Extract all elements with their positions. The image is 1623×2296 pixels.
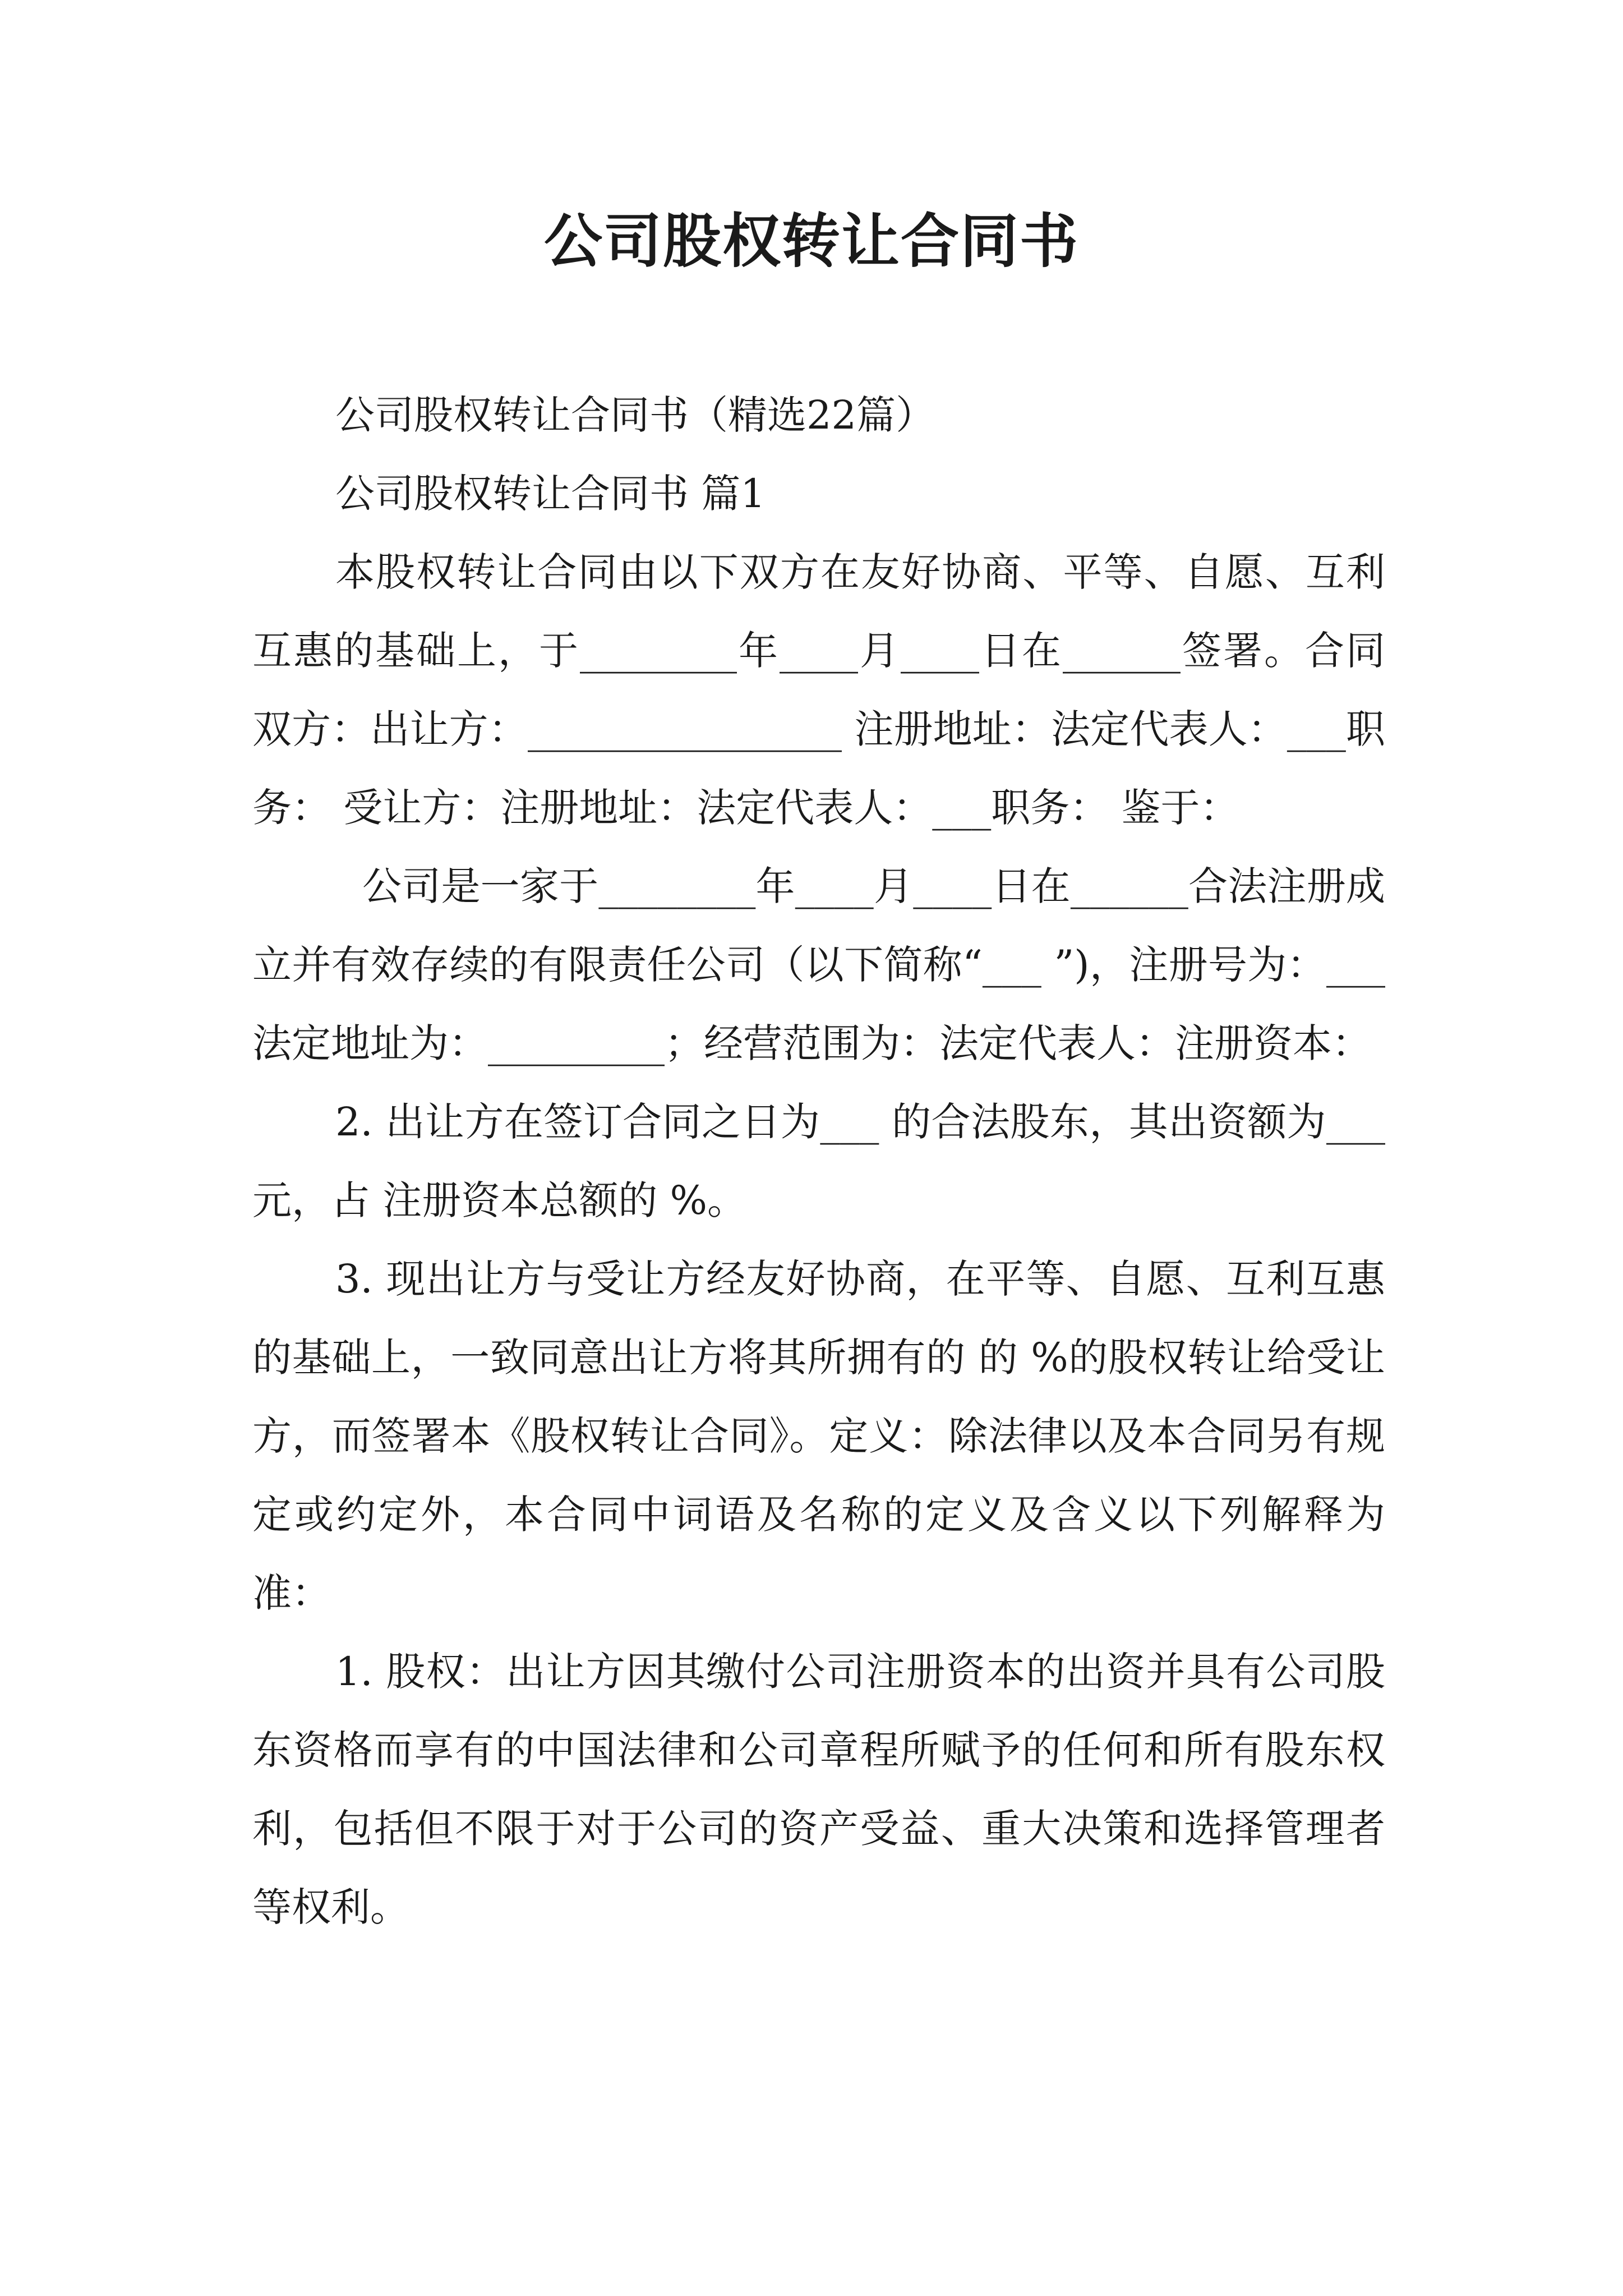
paragraph-parties: 本股权转让合同由以下双方在友好协商、平等、自愿、互利互惠的基础上，于________年____月____日在______签署。合同双方：出让方：________________ 注册地址：法定代表人：___职务： 受让方：注册地址：法定代表人：___职务： 鉴于： [252, 549, 1385, 831]
paragraph-company-info: 公司是一家于________年____月____日在______合法注册成立并有效存续的有限责任公司（以下简称“___ ”)，注册号为：___法定地址为：_________；经营范围为：法定代表人：注册资本： [252, 863, 1385, 1066]
paragraph-clause-3: 3. 现出让方与受让方经友好协商，在平等、自愿、互利互惠的基础上，一致同意出让方将其所拥有的 的 %的股权转让给受让方，而签署本《股权转让合同》。定义：除法律以及本合同另有规定或约定外，本合同中词语及名称的定义及含义以下列解释为准： [252, 1256, 1385, 1616]
paragraph-clause-2: 2. 出让方在签订合同之日为___ 的合法股东，其出资额为___ 元，占 注册资本总额的 %。 [252, 1099, 1385, 1223]
paragraph-definition-1: 1. 股权：出让方因其缴付公司注册资本的出资并具有公司股东资格而享有的中国法律和公司章程所赋予的任何和所有股东权利，包括但不限于对于公司的资产受益、重大决策和选择管理者等权利。 [252, 1649, 1385, 1930]
paragraph-section-heading: 公司股权转让合同书 篇1 [335, 471, 766, 517]
document-title: 公司股权转让合同书 [543, 207, 1079, 275]
document-body [252, 376, 1385, 1947]
paragraph-collection-title: 公司股权转让合同书（精选22篇） [335, 392, 935, 438]
